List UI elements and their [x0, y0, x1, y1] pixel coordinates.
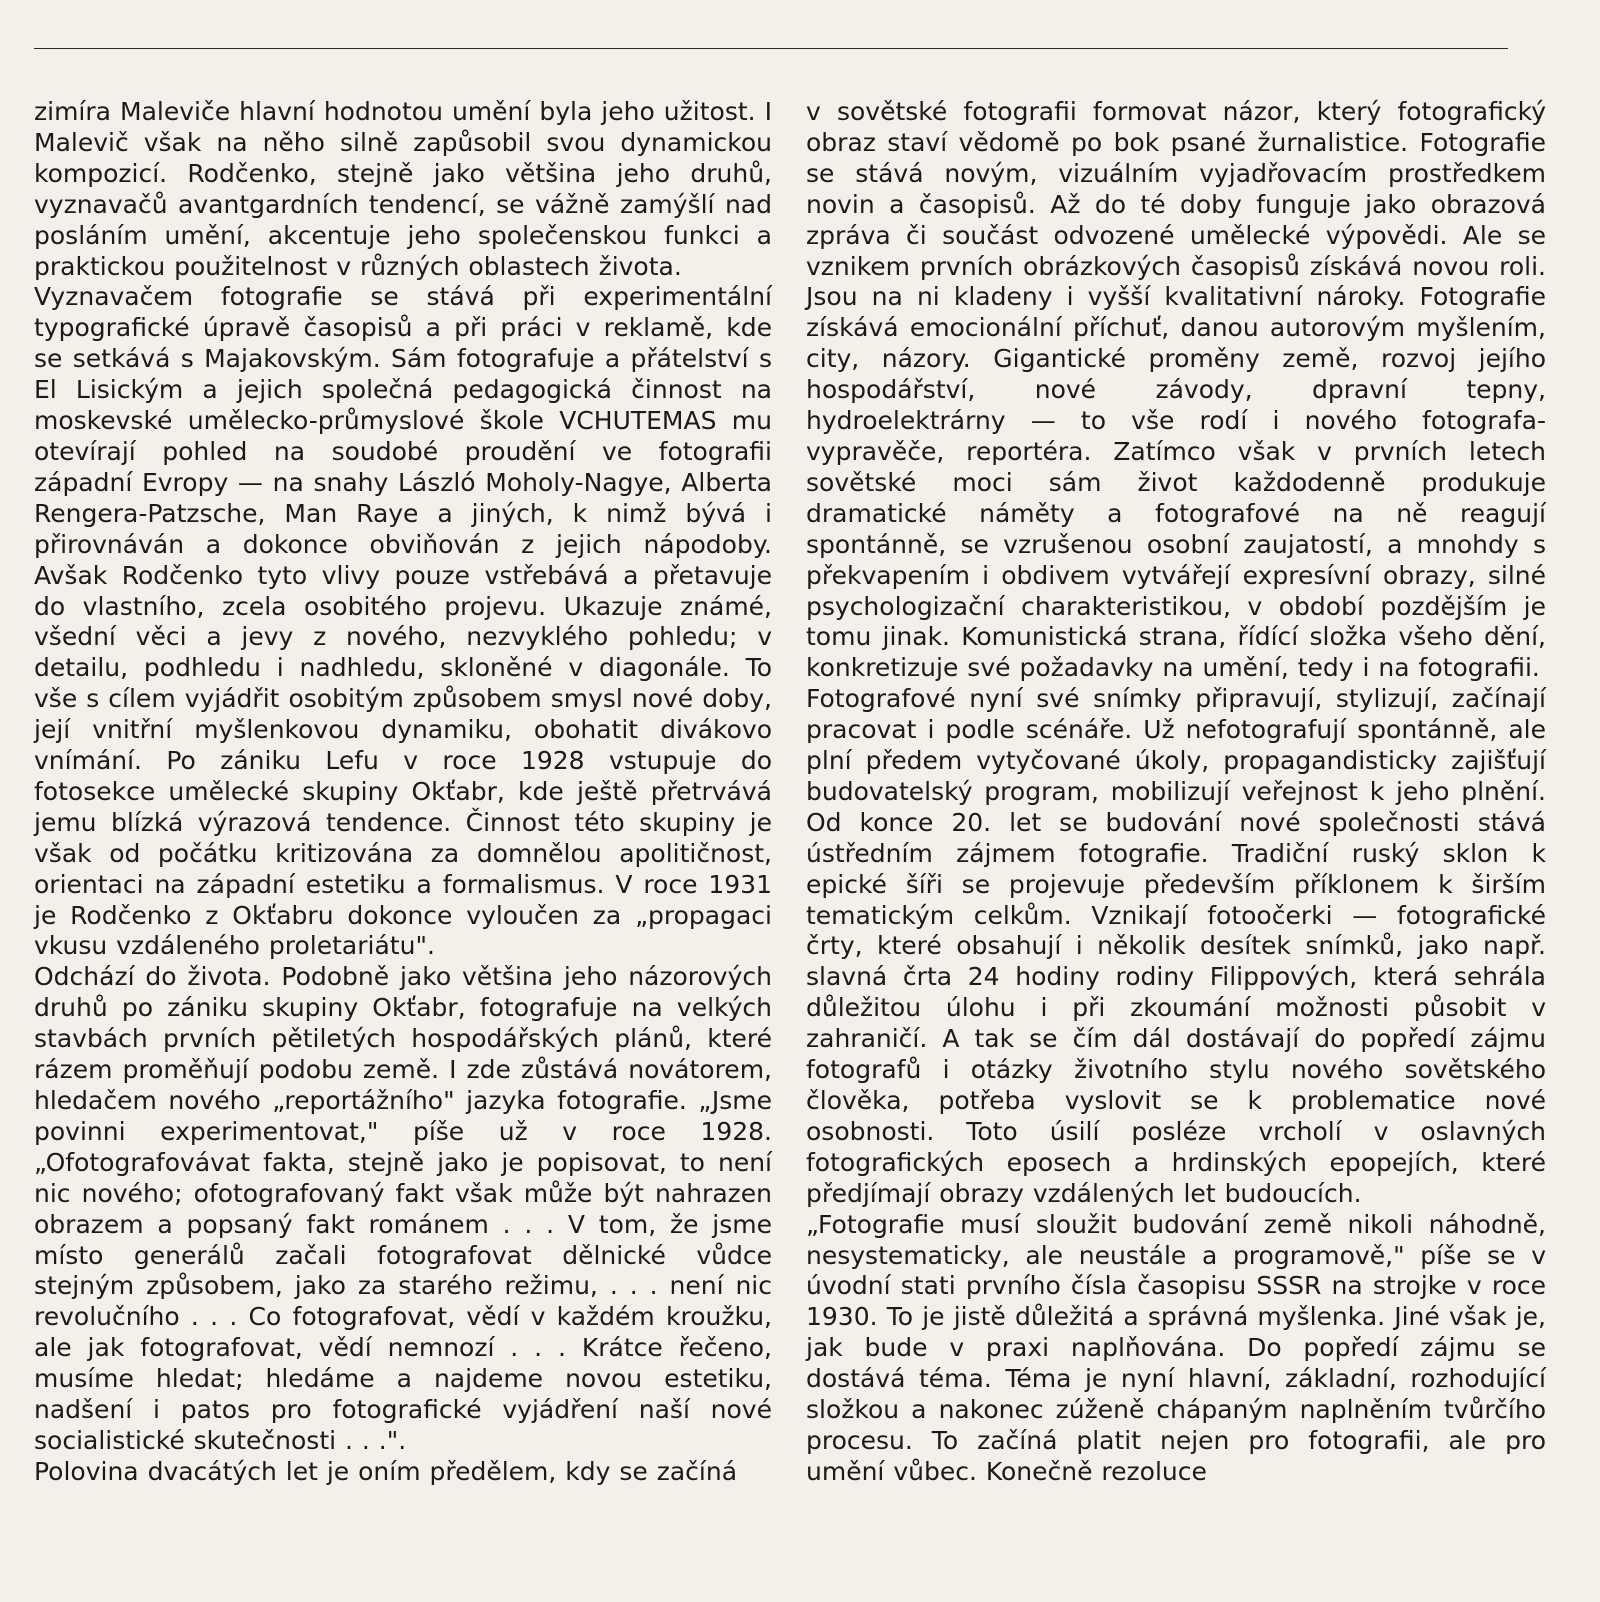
paragraph: zimíra Maleviče hlavní hodnotou umění byla jeho užitost. I Malevič však na něho silně zapůsobil svou dynamickou kompozicí. Rodčenko, stejně jako většina jeho druhů, vyznavačů avantgardních tendencí, se vážně zamýšlí nad posláním umění, akcentuje jeho společenskou funkci a praktickou použitelnost v různých oblastech života.	[34, 97, 772, 281]
top-rule	[34, 48, 1508, 49]
paragraph: Polovina dvacátých let je oním předělem, kdy se začíná	[34, 1456, 738, 1486]
paragraph: Fotografové nyní své snímky připravují, stylizují, začínají pracovat i podle scénáře. Už nefotografují spontánně, ale plní předem vytyčované úkoly, propagandisticky zajišťují budovatelský program, mobilizují veřejnost k jeho plnění. Od konce 20. let se budování nové společnosti stává ústředním zájmem fotografie. Tradiční ruský sklon k epické šíři se projevuje především příklonem k širším tematickým celkům. Vznikají fotoočerki — fotografické črty, které obsahují i několik desítek snímků, jako např. slavná črta 24 hodiny rodiny Filippových, která sehrála důležitou úlohu i při zkoumání možnosti působit v zahraničí. A tak se čím dál dostávají do popředí zájmu fotografů i otázky životního stylu nového sovětského člověka, potřeba vyslovit se k problematice nové osobnosti. Toto úsilí posléze vrcholí v oslavných fotografických eposech a hrdinských epopejích, které předjímají obrazy vzdálených let budoucích.	[806, 684, 1546, 1208]
paragraph: „Fotografie musí sloužit budování země nikoli náhodně, nesystematicky, ale neustále a programově," píše se v úvodní stati prvního čísla časopisu SSSR na strojke v roce 1930. To je jistě důležitá a správná myšlenka. Jiné však je, jak bude v praxi naplňována. Do popředí zájmu se dostává téma. Téma je nyní hlavní, základní, rozhodující složkou a nakonec zúženě chápaným naplněním tvůrčího procesu. To začíná platit nejen pro fotografii, ale pro umění vůbec. Konečně rezoluce	[806, 1209, 1546, 1486]
right-column	[806, 97, 1546, 1488]
paragraph: Vyznavačem fotografie se stává při experimentální typografické úpravě časopisů a při práci v reklamě, kde se setkává s Majakovským. Sám fotografuje a přátelství s El Lisickým a jejich společná pedagogická činnost na moskevské umělecko-průmyslové škole VCHUTEMAS mu otevírají pohled na soudobé proudění ve fotografii západní Evropy — na snahy László Moholy-Nagye, Alberta Rengera-Patzsche, Man Raye a jiných, k nimž bývá i přirovnáván a dokonce obviňován z jejich nápodoby. Avšak Rodčenko tyto vlivy pouze vstřebává a přetavuje do vlastního, zcela osobitého projevu. Ukazuje známé, všední věci a jevy z nového, nezvyklého pohledu; v detailu, podhledu i nadhledu, skloněné v diagonále. To vše s cílem vyjádřit osobitým způsobem smysl nové doby, její vnitřní myšlenkovou dynamiku, obohatit divákovo vnímání. Po zániku Lefu v roce 1928 vstupuje do fotosekce umělecké skupiny Okťabr, kde ještě přetrvává jemu blízká výrazová tendence. Činnost této skupiny je však od počátku kritizována za domnělou apolitičnost, orientaci na západní estetiku a formalismus. V roce 1931 je Rodčenko z Okťabru dokonce vyloučen za „propagaci vkusu vzdáleného proletariátu".	[34, 282, 772, 961]
paragraph: Odchází do života. Podobně jako většina jeho názorových druhů po zániku skupiny Okťabr, fotografuje na velkých stavbách prvních pětiletých hospodářských plánů, které rázem proměňují podobu země. I zde zůstává novátorem, hledačem nového „reportážního" jazyka fotografie. „Jsme povinni experimentovat," píše už v roce 1928. „Ofotografovávat fakta, stejně jako je popisovat, to není nic nového; ofotografovaný fakt však může být nahrazen obrazem a popsaný fakt románem . . . V tom, že jsme místo generálů začali fotografovat dělnické vůdce stejným způsobem, jako za starého režimu, . . . není nic revolučního . . . Co fotografovat, vědí v každém kroužku, ale jak fotografovat, vědí nemnozí . . . Krátce řečeno, musíme hledat; hledáme a najdeme novou estetiku, nadšení i patos pro fotografické vyjádření naší nové socialistické skutečnosti . . .".	[34, 962, 772, 1455]
paragraph: v sovětské fotografii formovat názor, který fotografický obraz staví vědomě po bok psané žurnalistice. Fotografie se stává novým, vizuálním vyjadřovacím prostředkem novin a časopisů. Až do té doby funguje jako obrazová zpráva či součást odvozené umělecké výpovědi. Ale se vznikem prvních obrázkových časopisů získává novou roli. Jsou na ni kladeny i vyšší kvalitativní nároky. Fotografie získává emocionální příchuť, danou autorovým myšlením, city, názory. Gigantické proměny země, rozvoj jejího hospodářství, nové závody, dpravní tepny, hydroelektrárny — to vše rodí i nového fotografa-vypravěče, reportéra. Zatímco však v prvních letech sovětské moci sám život každodenně produkuje dramatické náměty a fotografové na ně reagují spontánně, se vzrušenou osobní zaujatostí, a mnohdy s překvapením i obdivem vytvářejí expresívní obrazy, silné psychologizační charakteristikou, v období pozdějším je tomu jinak. Komunistická strana, řídící složka všeho dění, konkretizuje své požadavky na umění, tedy i na fotografii.	[806, 97, 1546, 683]
left-column	[34, 97, 772, 1488]
